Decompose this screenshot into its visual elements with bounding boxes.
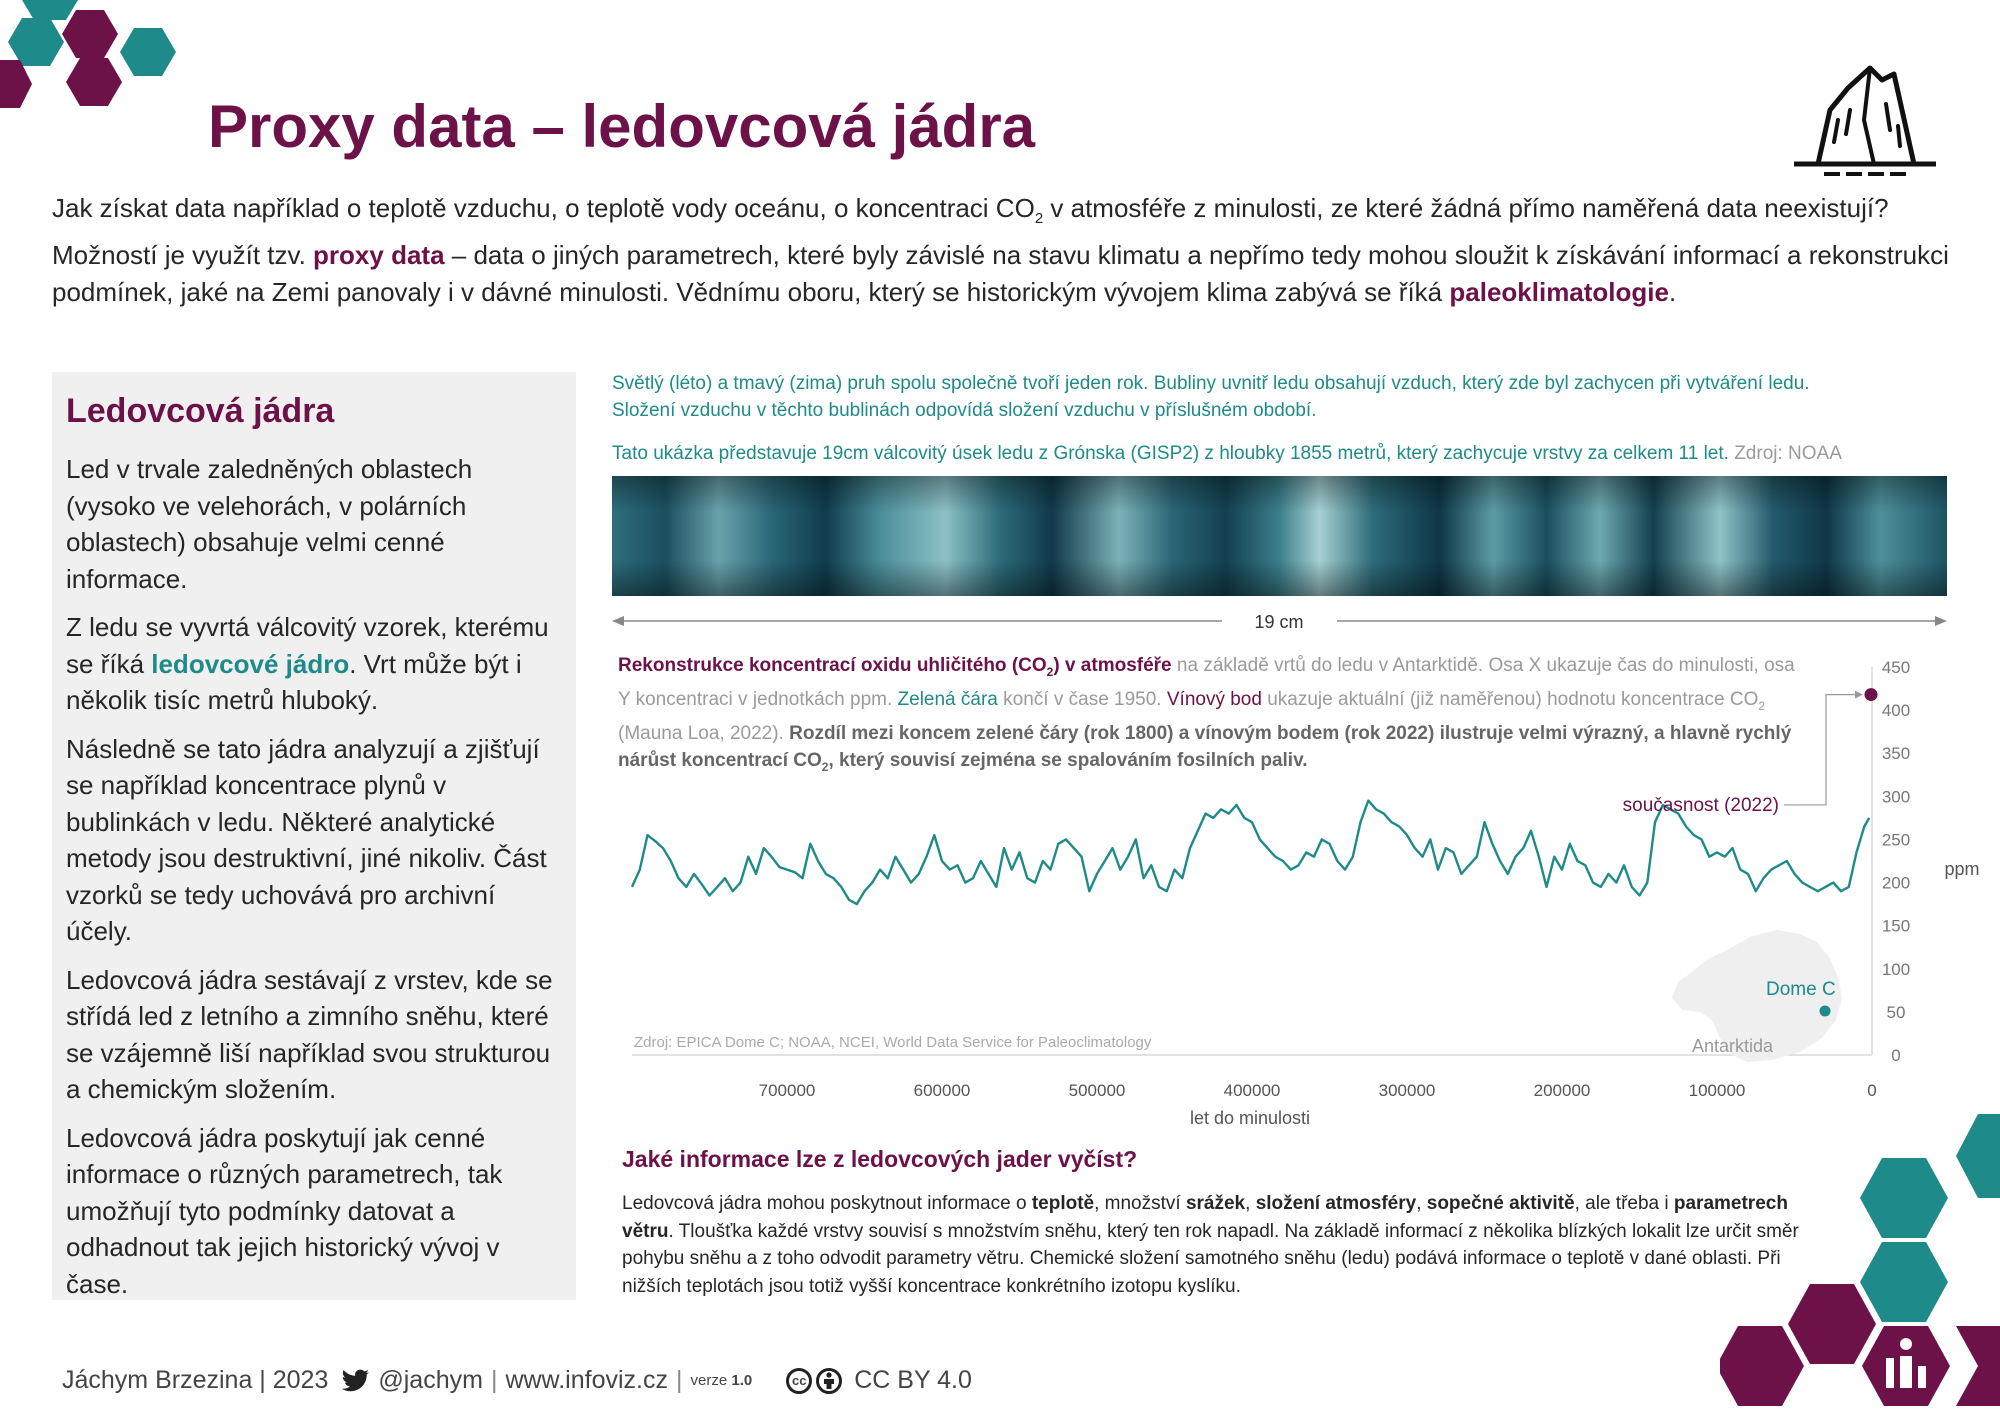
x-tick-label: 200000: [1533, 1081, 1591, 1100]
license-badge[interactable]: [786, 1366, 972, 1395]
iceberg-icon: [1790, 60, 1940, 180]
y-tick-label: 400: [1881, 701, 1911, 721]
y-tick-label: 250: [1881, 830, 1911, 850]
x-axis-label: let do minulosti: [1189, 1108, 1311, 1128]
sidebar-paragraph-1: Led v trvale zaledněných oblastech (vysoko ve velehorách, v polárních oblastech) obsahuje velmi cenné informace.: [66, 454, 473, 594]
present-label: současnost (2022): [1622, 794, 1779, 816]
ice-caption-layers: Světlý (léto) a tmavý (zima) pruh spolu společně tvoří jeden rok. Bubliny uvnitř ledu obsahují vzduch, který zde byl zachycen při vytváření ledu. Složení vzduchu v těchto bublinách odpovídá složení vzduchu v příslušném období.: [612, 373, 1810, 421]
x-tick-label: 600000: [913, 1081, 971, 1100]
paleoclimatology-term: paleoklimatologie: [1449, 277, 1669, 308]
page-title: Proxy data – ledovcová jádra: [208, 93, 1036, 160]
website-link[interactable]: www.infoviz.cz: [505, 1366, 668, 1394]
y-axis-label: ppm: [1944, 859, 1980, 879]
present-point: [1865, 688, 1878, 701]
co2-line: [632, 801, 1869, 905]
proxy-data-term: proxy data: [313, 240, 445, 271]
ice-core-ruler: [612, 606, 1947, 636]
ice-source: Zdroj: NOAA: [1734, 443, 1842, 464]
ruler-label: 19 cm: [1254, 612, 1304, 632]
sidebar-paragraph-3: Následně se tato jádra analyzují a zjišťují se například koncentrace plynů v bublinkách v ledu. Některé analytické metody jsou destruktivní, jiné nikoliv. Část vzorků se tedy uchovává pro archivní účely.: [66, 733, 547, 946]
y-tick-label: 0: [1891, 1046, 1901, 1065]
dome-c-label: Dome C: [1766, 979, 1836, 1000]
sidebar-paragraph-2: Z ledu se vyvrtá válcovitý vzorek, kterému se říká ledovcové jádro. Vrt může být i několik tisíc metrů hluboký.: [66, 612, 549, 715]
y-tick-label: 100: [1881, 959, 1911, 979]
antarctica-label: Antarktida: [1692, 1036, 1774, 1056]
sidebar-panel: [52, 372, 576, 1300]
x-tick-label: 0: [1867, 1081, 1877, 1100]
sidebar-heading: Ledovcová jádra: [66, 392, 335, 430]
cc-icon: cc: [786, 1368, 812, 1394]
y-tick-label: 200: [1881, 873, 1911, 893]
intro-paragraph: Jak získat data například o teplotě vzduchu, o teplotě vody oceánu, o koncentraci $CO_2$ v atmosféře z minulosti, ze které žádná přímo naměřená data neexistují? Možností je využít tzv. proxy data – data o jiných parametrech, které byly závislé na stavu klimatu a nepřímo tedy mohou sloužit k získávání informací a rekonstrukci podmínek, jaké na Zemi panovaly i v dávné minulosti. Vědnímu oboru, který se historickým vývojem klima zabývá se říká paleoklimatologie.: [52, 193, 1949, 308]
x-tick-label: 400000: [1223, 1081, 1281, 1100]
sidebar-paragraph-4: Ledovcová jádra sestávají z vrstev, kde se střídá led z letního a zimního sněhu, které se vzájemně liší například svou strukturou a chemickým složením.: [66, 964, 553, 1104]
y-tick-label: 450: [1881, 660, 1911, 677]
sidebar-paragraph-5: Ledovcová jádra poskytují jak cenné informace o různých parametrech, tak umožňují tyto podmínky datovat a odhadnout tak jejich historický vývoj v čase.: [66, 1122, 503, 1299]
y-tick-label: 300: [1881, 787, 1911, 807]
y-tick-label: 150: [1881, 916, 1911, 936]
hexagon-decoration-top: [0, 0, 200, 130]
y-tick-label: 350: [1881, 744, 1911, 764]
license-text: CC BY 4.0: [854, 1366, 972, 1394]
x-tick-label: 700000: [758, 1081, 816, 1100]
x-tick-label: 300000: [1378, 1081, 1436, 1100]
chart-description: Rekonstrukce koncentrací oxidu uhličitého $(CO_2)$ v atmosféře na základě vrtů do ledu v Antarktidě. Osa X ukazuje čas do minulosti, osa Y koncentraci v jednotkách ppm. Zelená čára končí v čase 1950. Vínový bod ukazuje aktuální (již naměřenou) hodnotu koncentrace $CO_2$ (Mauna Loa, 2022). Rozdíl mezi koncem zelené čáry (rok 1800) a vínovým bodem (rok 2022) ilustruje velmi výrazný, a hlavně rychlý nárůst koncentrací $CO_2$, který souvisí zejména se spalováním fosilních paliv.: [618, 655, 1795, 774]
x-tick-label: 500000: [1068, 1081, 1126, 1100]
ice-core-image: [612, 476, 1947, 596]
green-line-term: Zelená čára: [897, 688, 998, 710]
ice-caption-sample: Tato ukázka představuje 19cm válcovitý úsek ledu z Grónska (GISP2) z hloubky 1855 metrů, který zachycuje vrstvy za celkem 11 let. Zdroj: NOAA: [612, 443, 1842, 464]
twitter-icon: [342, 1369, 370, 1393]
dome-c-marker: [1820, 1006, 1831, 1017]
question-body: Ledovcová jádra mohou poskytnout informace o teplotě, množství srážek, složení atmosféry, sopečné aktivitě, ale třeba i parametrech větru. Tloušťka každé vrstvy souvisí s množstvím sněhu, který ten rok napadl. Na základě informací z několika blízkých lokalit lze určit směr pohybu sněhu a z toho odvodit parametry větru. Chemické složení samotného sněhu (ledu) podává informace o teplotě v dané oblasti. Při nižších teplotách jsou totiž vyšší koncentrace konkrétního izotopu kyslíku.: [622, 1193, 1799, 1297]
wine-point-term: Vínový bod: [1166, 688, 1262, 710]
twitter-handle-link[interactable]: @jachym: [378, 1366, 483, 1394]
hexagon-decoration-bottom: [1720, 1110, 2000, 1414]
version-label: verze 1.0: [690, 1372, 753, 1389]
co2-series: [632, 801, 1869, 905]
y-tick-label: 50: [1886, 1002, 1906, 1022]
question-heading: Jaké informace lze z ledovcových jader vyčíst?: [622, 1146, 1138, 1172]
x-tick-label: 100000: [1688, 1081, 1746, 1100]
footer: Jáchym Brzezina | 2023 @jachym | www.infoviz.cz | verze 1.0 cc CC BY 4.0: [62, 1366, 972, 1394]
footer-author: Jáchym Brzezina | 2023: [62, 1366, 329, 1394]
by-icon: [816, 1368, 842, 1394]
ice-core-term: ledovcové jádro: [151, 648, 350, 679]
chart-source: Zdroj: EPICA Dome C; NOAA, NCEI, World Data Service for Paleoclimatology: [634, 1034, 1152, 1051]
